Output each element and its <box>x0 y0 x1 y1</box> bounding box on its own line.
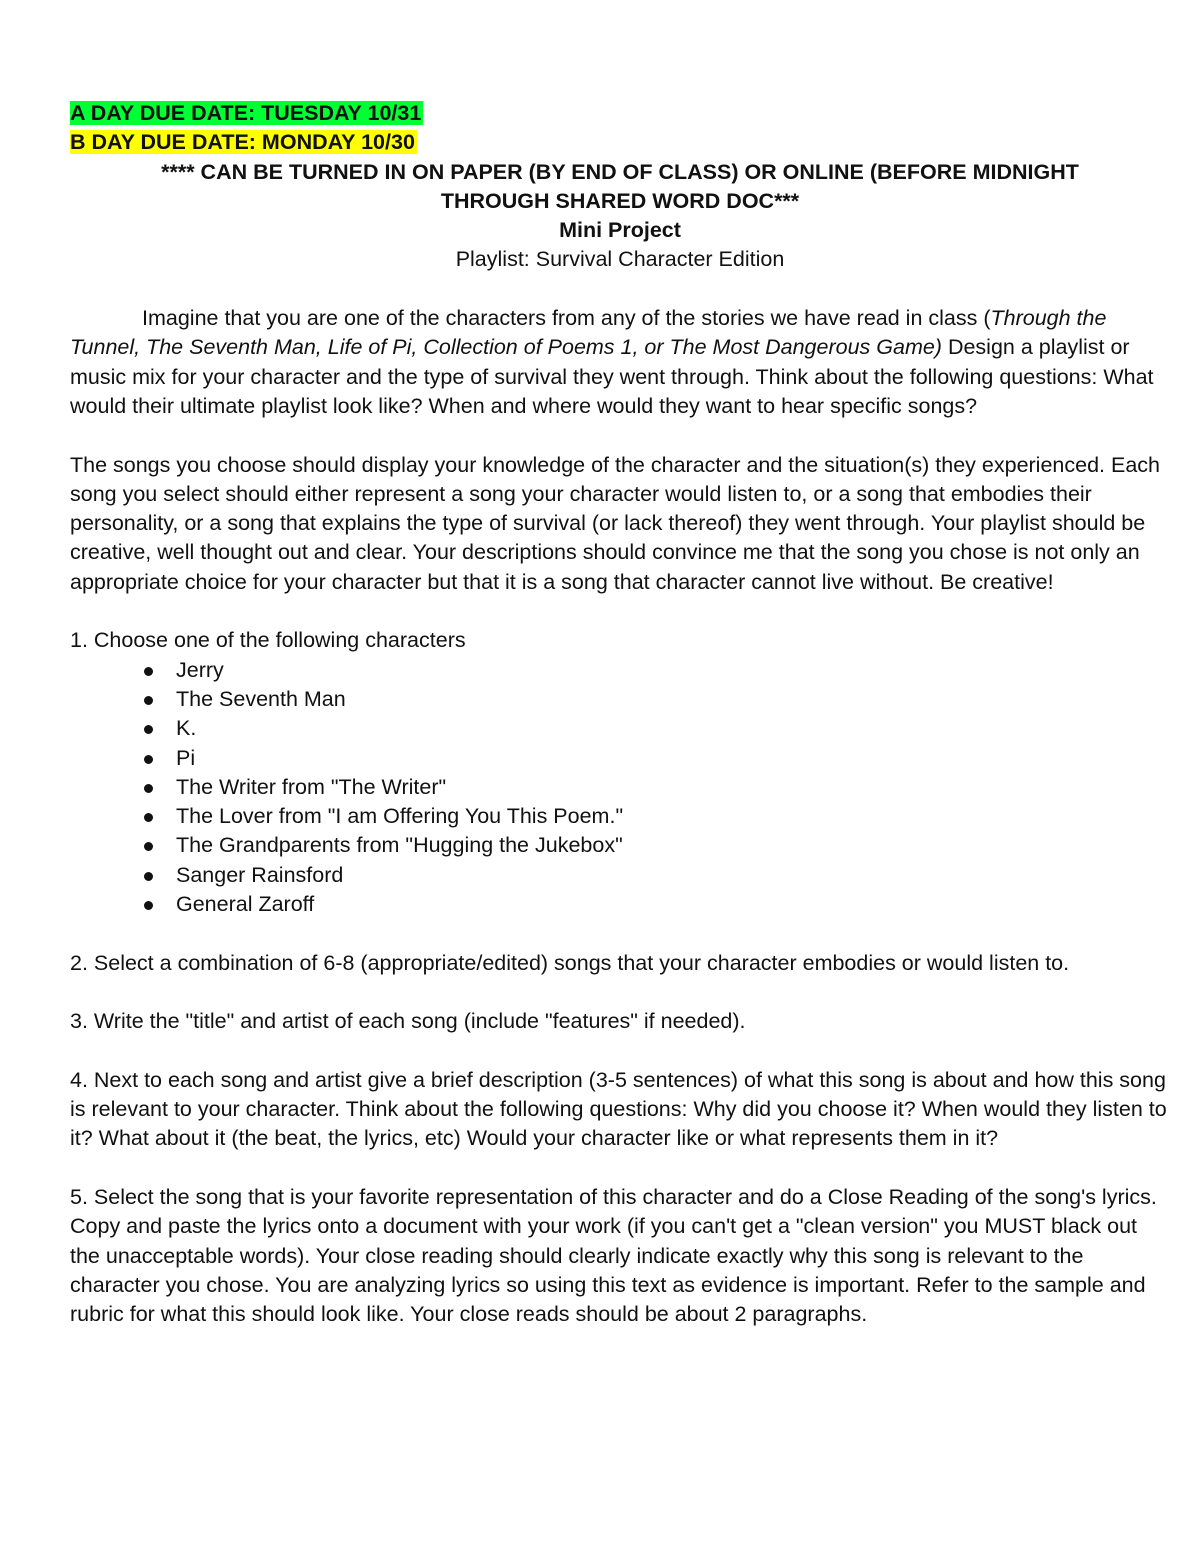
project-title: Mini Project <box>559 218 681 243</box>
character-name: Jerry <box>176 657 224 682</box>
list-item <box>70 685 1170 714</box>
intro-works: Through the Tunnel, The Seventh Man, Life of Pi, Collection of Poems 1, or The Most Dangerous Game) <box>70 306 1107 360</box>
step-3: 3. Write the "title" and artist of each song (include "features" if needed). <box>70 1009 746 1034</box>
list-item <box>70 802 1170 831</box>
character-name: The Writer from "The Writer" <box>176 774 447 799</box>
spacer <box>70 597 1170 626</box>
list-item <box>70 744 1170 773</box>
bullet-icon <box>144 872 153 881</box>
bullet-icon <box>144 901 153 910</box>
bullet-icon <box>144 725 153 734</box>
character-name: The Seventh Man <box>176 686 346 711</box>
character-name: K. <box>176 716 197 741</box>
step-5: 5. Select the song that is your favorite representation of this character and do a Close Reading of the song's lyrics. Copy and paste the lyrics onto a document with your work (if you can't get a "clean version" you MUST black out the unacceptable words). Your close reading should clearly indicate exactly why this song is relevant to the character you chose. You are analyzing lyrics so using this text as evidence is important. Refer to the sample and rubric for what this should look like. Your close reads should be about 2 paragraphs. <box>70 1184 1157 1327</box>
step-1-label: 1. Choose one of the following characters <box>70 628 466 653</box>
step-2: 2. Select a combination of 6-8 (appropriate/edited) songs that your character embodies or would listen to. <box>70 950 1070 975</box>
b-day-due-date <box>70 128 1170 157</box>
spacer <box>70 919 1170 948</box>
spacer <box>70 421 1170 450</box>
bullet-icon <box>144 696 153 705</box>
spacer <box>70 275 1170 304</box>
spacer <box>70 1154 1170 1183</box>
character-name: Pi <box>176 745 196 770</box>
intro-paragraph <box>70 304 1170 421</box>
assignment-document <box>70 99 1170 1329</box>
list-item <box>70 656 1170 685</box>
list-item <box>70 773 1170 802</box>
intro-rest: Design a playlist or music mix for your character and the type of survival they went through. Think about the following questions: What would their ultimate playlist look like? When and where would they want to hear specific songs? <box>70 335 1154 418</box>
character-name: General Zaroff <box>176 892 315 917</box>
list-item <box>70 890 1170 919</box>
character-name: The Grandparents from "Hugging the Jukebox" <box>176 833 623 858</box>
bullet-icon <box>144 667 153 676</box>
submission-notice-line-1: **** CAN BE TURNED IN ON PAPER (BY END OF CLASS) OR ONLINE (BEFORE MIDNIGHT <box>161 159 1079 184</box>
b-day-due-date-text: B DAY DUE DATE: MONDAY 10/30 <box>70 130 415 155</box>
a-day-due-date <box>70 99 1170 128</box>
list-item <box>70 714 1170 743</box>
bullet-icon <box>144 755 153 764</box>
project-subtitle: Playlist: Survival Character Edition <box>455 247 785 272</box>
list-item <box>70 831 1170 860</box>
expectations-paragraph: The songs you choose should display your knowledge of the character and the situation(s) they experienced. Each song you select should either represent a song your character would listen to, or a song that embodies their personality, or a song that explains the type of survival (or lack thereof) they went through. Your playlist should be creative, well thought out and clear. Your descriptions should convince me that the song you chose is not only an appropriate choice for your character but that it is a song that character cannot live without. Be creative! <box>70 452 1160 594</box>
character-name: The Lover from "I am Offering You This Poem." <box>176 804 624 829</box>
a-day-due-date-text: A DAY DUE DATE: TUESDAY 10/31 <box>70 101 422 125</box>
spacer <box>70 1037 1170 1066</box>
character-list <box>70 656 1170 920</box>
bullet-icon <box>144 784 153 793</box>
intro-lead: Imagine that you are one of the characters from any of the stories we have read in class ( <box>142 306 991 331</box>
list-item <box>70 861 1170 890</box>
spacer <box>70 978 1170 1007</box>
submission-notice-line-2: THROUGH SHARED WORD DOC*** <box>440 188 800 213</box>
bullet-icon <box>144 842 153 851</box>
bullet-icon <box>144 813 153 822</box>
step-4: 4. Next to each song and artist give a brief description (3-5 sentences) of what this song is about and how this song is relevant to your character. Think about the following questions: Why did you choose it? When would they listen to it? What about it (the beat, the lyrics, etc) Would your character like or what represents them in it? <box>70 1067 1167 1151</box>
character-name: Sanger Rainsford <box>176 862 344 887</box>
